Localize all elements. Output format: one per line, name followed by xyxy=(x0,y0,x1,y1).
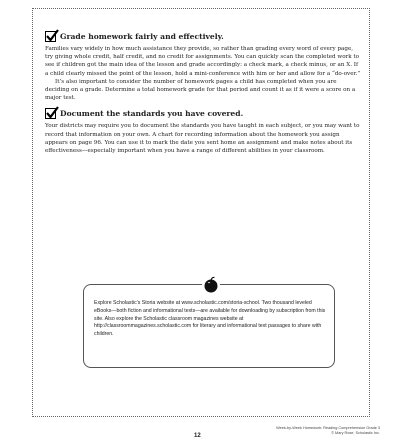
page-content xyxy=(45,31,361,155)
section-heading-text: Document the standards you have covered. xyxy=(60,109,244,119)
section-paragraph: Families vary widely in how much assistance they provide, so rather than grading every word of every page, try giving whole credit, half credit, and no credit for assignments. You can quickly scan the completed work to see if children got the main idea of the lesson and grade accordingly: a check mark, a check minus, or an X. If a child clearly missed the point of the lesson, hold a mini-conference with him or her and allow for a “do-over.” xyxy=(45,46,361,77)
checkbox-check-icon xyxy=(45,108,56,119)
apple-icon xyxy=(202,276,220,294)
checkbox-check-icon xyxy=(45,31,56,42)
footer-credits xyxy=(276,426,380,436)
callout-box xyxy=(83,284,335,368)
page-frame xyxy=(32,8,370,417)
section-heading-text: Grade homework fairly and effectively. xyxy=(60,32,224,41)
section-paragraph: It’s also important to consider the number of homework pages a child has completed when you are deciding on a grade. Determine a total homework grade for that period and count it as if it were a score on a major test. xyxy=(45,78,356,102)
section-heading xyxy=(45,108,361,119)
book-title: Week-by-Week Homework: Reading Comprehension Grade 3 xyxy=(276,426,380,430)
section-heading xyxy=(45,31,361,42)
callout-text: Explore Scholastic’s Storia website at www.scholastic.com/storia-school. Two thousand leveled eBooks—both fiction and informational texts—are available for downloading by subscription from this site. Also explore the Scholastic classroom magazines website at http://classroommagazines.scholastic.com for literary and informational text passages to share with children. xyxy=(94,300,326,338)
copyright: © Mary Rose, Scholastic Inc. xyxy=(331,431,380,435)
section-paragraph: Your districts may require you to document the standards you have taught in each subject, or you may want to record that information on your own. A chart for recording information about the homework you assign appears on page 96. You can use it to mark the date you sent home an assignment and make notes about its effectiveness—especially important when you have a range of different abilities in your classroom. xyxy=(45,123,360,155)
page-number: 12 xyxy=(194,433,201,439)
